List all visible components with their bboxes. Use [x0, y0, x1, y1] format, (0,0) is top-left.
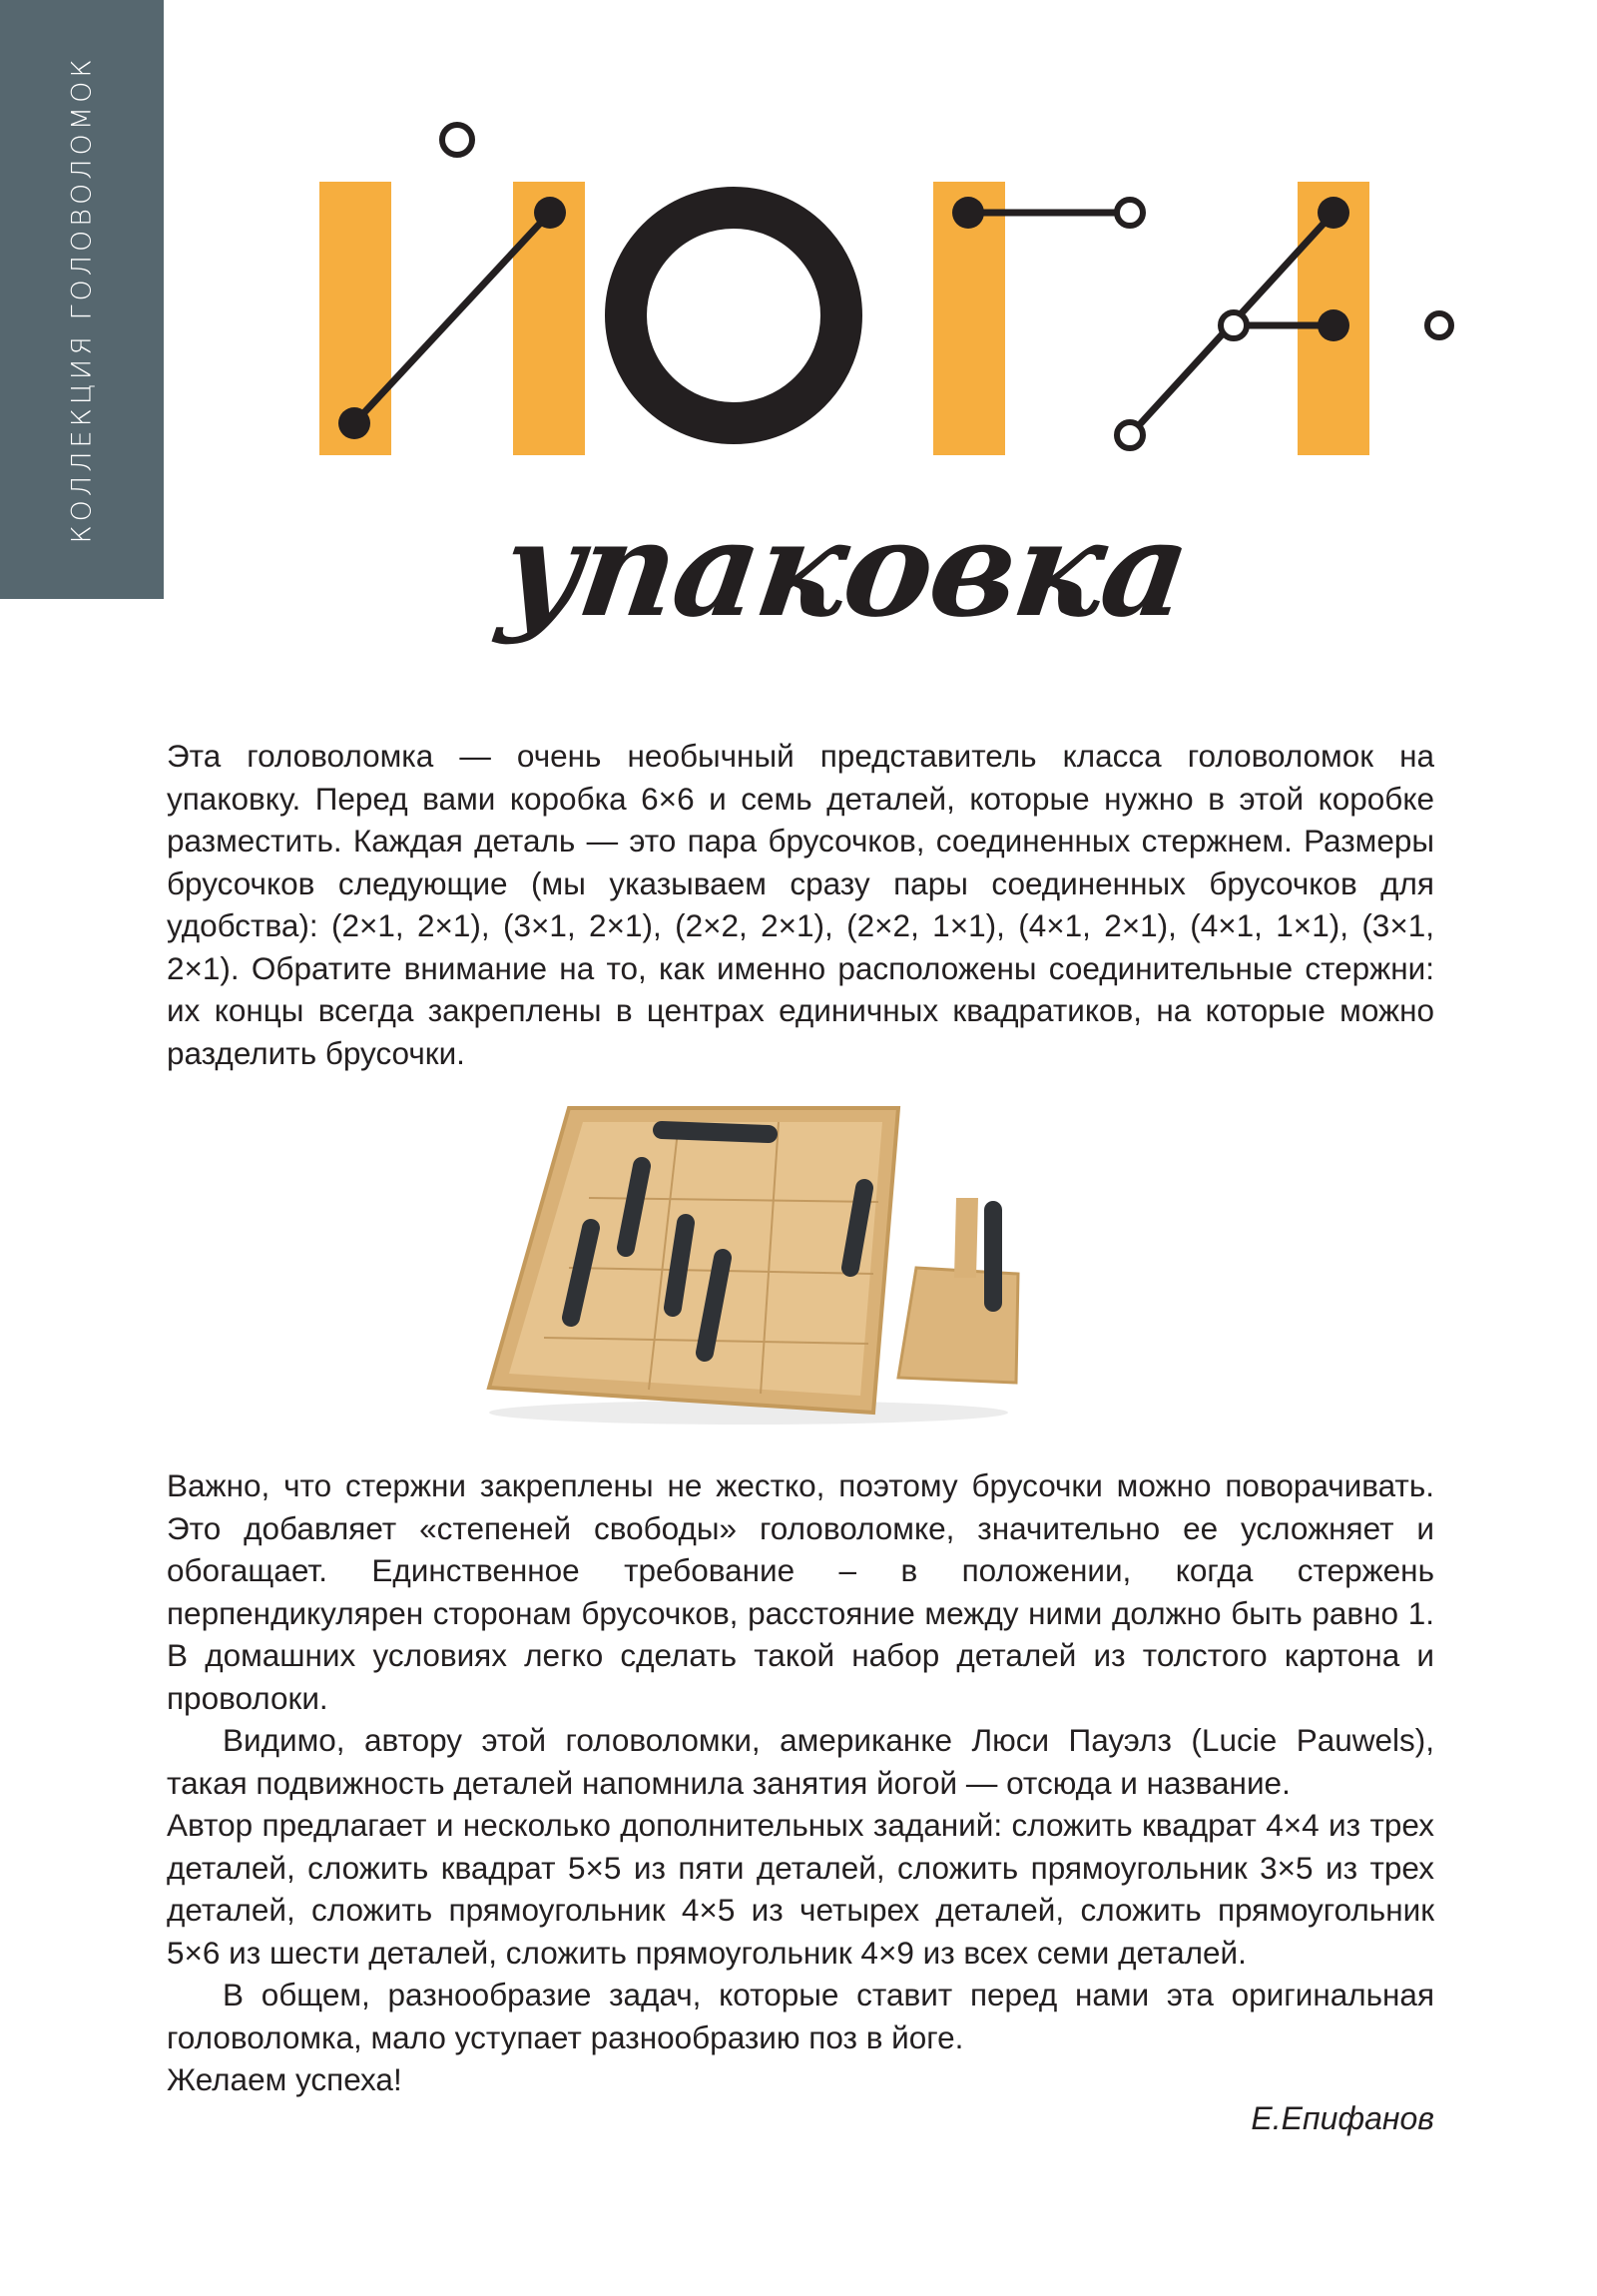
paragraph-wish: Желаем успеха! — [167, 2061, 402, 2097]
author-signature: Е.Епифанов — [1251, 2100, 1434, 2136]
collection-label: КОЛЛЕКЦИЯ ГОЛОВОЛОМОК — [66, 55, 98, 544]
intro-text — [167, 735, 1434, 1074]
logo-letter-o — [626, 208, 841, 423]
main-text — [167, 1464, 1434, 2101]
paragraph-tasks: Автор предлагает и несколько дополнительных заданий: сложить квадрат 4×4 из трех деталей, сложить квадрат 5×5 из пяти деталей, сложить прямоугольник 3×5 из трех деталей, сложить прямоугольник 4×5 из четырех деталей, сложить прямоугольник 5×6 из шести деталей, сложить прямоугольник 4×9 из всех семи деталей. — [167, 1807, 1434, 1971]
paragraph-freedom: Важно, что стержни закреплены не жестко, поэтому брусочки можно поворачивать. Это добавляет «степеней свободы» головоломке, значительно ее усложняет и обогащает. Единственное требование – в положении, когда стержень перпендикулярен сторонам брусочков, расстояние между ними должно быть равно 1. В домашних условиях легко сделать такой набор деталей из толстого картона и проволоки. — [167, 1467, 1434, 1716]
logo-subtitle: упаковка — [493, 492, 1198, 647]
intro-paragraph: Эта головоломка — очень необычный представитель класса головоломок на упаковку. Перед вами коробка 6×6 и семь деталей, которые нужно в этой коробке разместить. Каждая деталь — это пара брусочков, соединенных стержнем. Размеры брусочков следующие (мы указываем сразу пары соединенных брусочков для удобства): (2×1, 2×1), (3×1, 2×1), (2×2, 2×1), (2×2, 1×1), (4×1, 2×1), (4×1, 1×1), (3×1, 2×1). Обратите внимание на то, как именно расположены соединительные стержни: их концы всегда закреплены в центрах единичных квадратиков, на которые можно разделить брусочки. — [167, 738, 1434, 1071]
paragraph-conclusion: В общем, разнообразие задач, которые ставит перед нами эта оригинальная головоломка, мало уступает разнообразию поз в йоге. — [167, 1977, 1434, 2055]
puzzle-photo — [479, 1098, 1038, 1437]
paragraph-author: Видимо, автору этой головоломки, американке Люси Пауэлз (Lucie Pauwels), такая подвижность деталей напомнила занятия йогой — отсюда и название. — [167, 1722, 1434, 1801]
yoga-logo — [0, 0, 1597, 499]
